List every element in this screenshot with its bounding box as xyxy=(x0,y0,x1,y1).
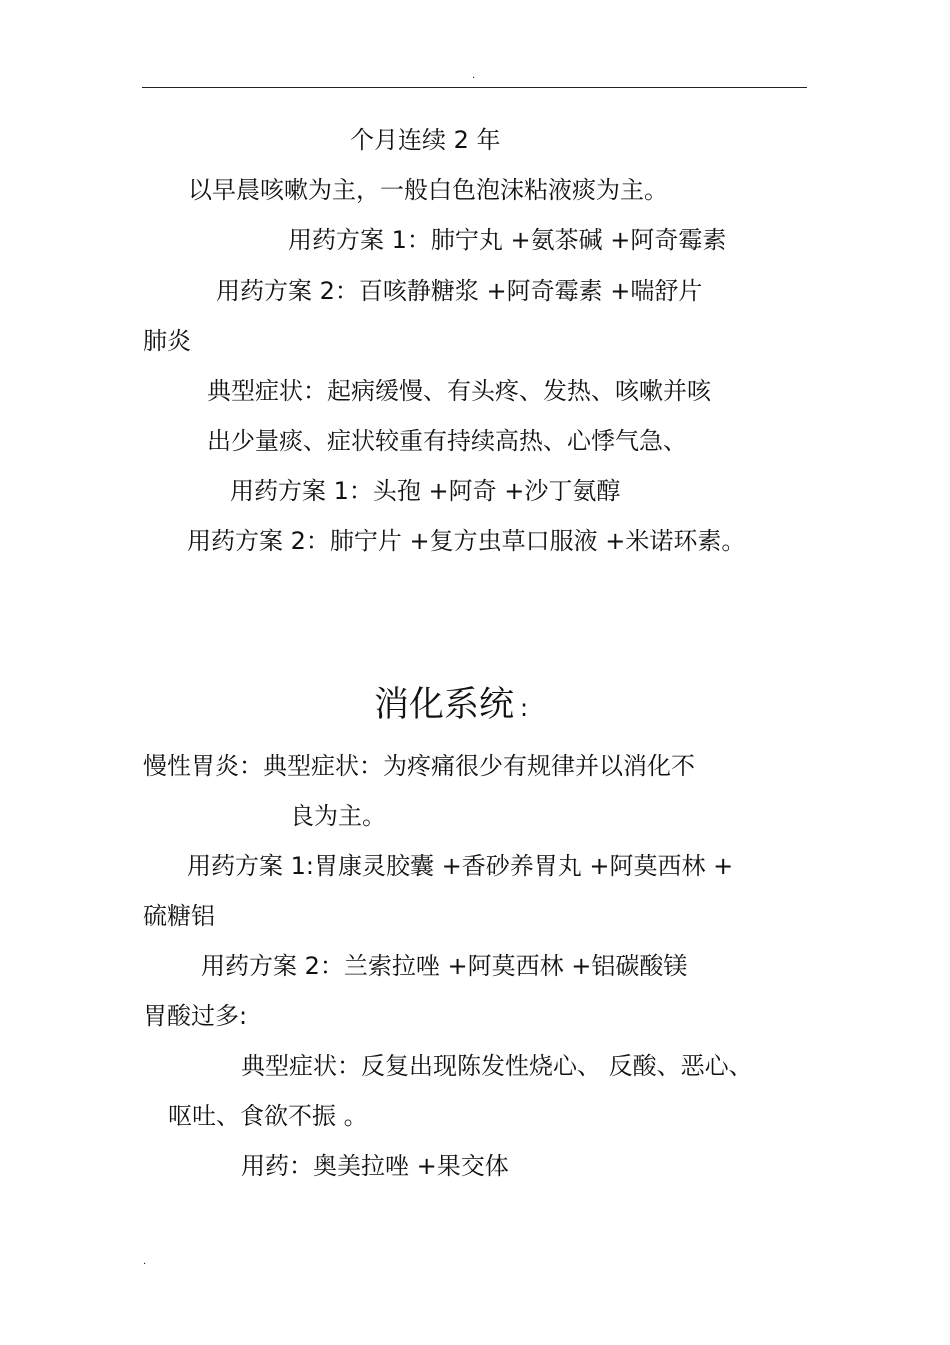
section-title-colon: : xyxy=(520,694,529,722)
text-line: 用药方案 1:胃康灵胶囊 +香砂养胃丸 +阿莫西林 + xyxy=(187,852,734,880)
text-line: 个月连续 2 年 xyxy=(350,126,501,154)
text-line: 以早晨咳嗽为主，一般白色泡沫粘液痰为主。 xyxy=(188,176,668,204)
text-line: 用药方案 1：头孢 +阿奇 +沙丁氨醇 xyxy=(230,477,621,505)
text-line: 用药方案 2：百咳静糖浆 +阿奇霉素 +喘舒片 xyxy=(216,277,703,305)
header-rule xyxy=(142,87,807,88)
footer-dot: . xyxy=(143,1256,147,1267)
text-line: 肺炎 xyxy=(143,327,191,355)
text-line: 典型症状：反复出现陈发性烧心、 反酸、恶心、 xyxy=(241,1052,753,1080)
text-line: 用药方案 2：兰索拉唑 +阿莫西林 +铝碳酸镁 xyxy=(201,952,688,980)
text-line: 慢性胃炎：典型症状：为疼痛很少有规律并以消化不 xyxy=(143,752,695,780)
text-line: 典型症状：起病缓慢、有头疼、发热、咳嗽并咳 xyxy=(207,377,711,405)
section-title-text: 消化系统 xyxy=(374,685,515,725)
text-line: 胃酸过多: xyxy=(143,1002,248,1030)
header-dot: . xyxy=(472,70,476,81)
text-line: 呕吐、食欲不振 。 xyxy=(168,1102,368,1130)
text-line: 良为主。 xyxy=(290,802,386,830)
section-title xyxy=(374,683,528,730)
text-line: 用药方案 2：肺宁片 +复方虫草口服液 +米诺环素。 xyxy=(187,527,746,555)
text-line: 用药：奥美拉唑 +果交体 xyxy=(241,1152,509,1180)
text-line: 硫糖铝 xyxy=(143,902,215,930)
text-line: 用药方案 1：肺宁丸 +氨茶碱 +阿奇霉素 xyxy=(288,226,727,254)
text-line: 出少量痰、症状较重有持续高热、心悸气急、 xyxy=(207,427,687,455)
